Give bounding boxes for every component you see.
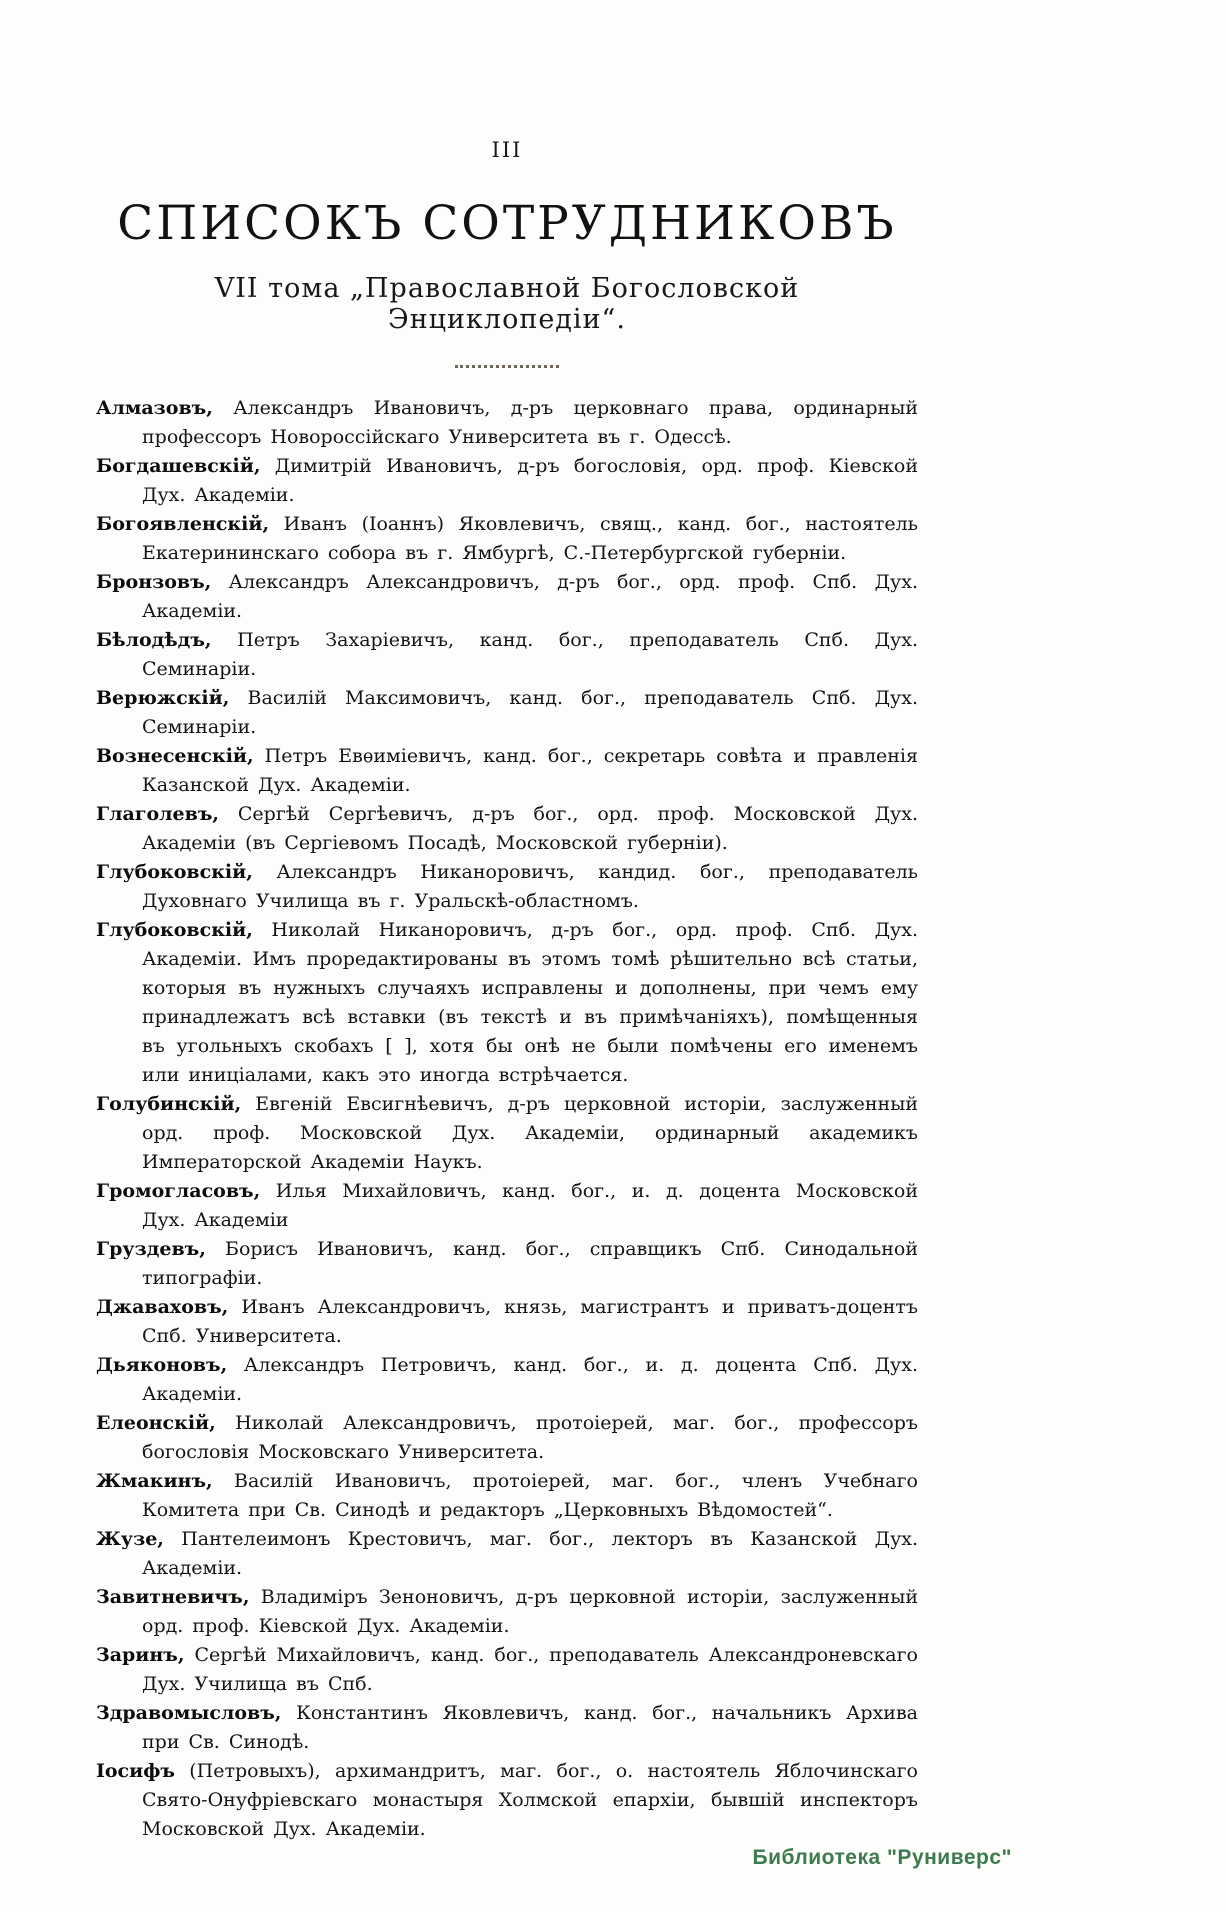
contributor-surname: Богдашевскій, bbox=[96, 455, 261, 477]
contributor-details: Димитрій Ивановичъ, д-ръ богословія, орд. проф. Кіевской Дух. Академіи. bbox=[142, 455, 918, 506]
contributor-entry bbox=[96, 1641, 918, 1699]
contributor-details: Сергѣй Сергѣевичъ, д-ръ бог., орд. проф. Московской Дух. Академіи (въ Сергіевомъ Посадѣ, Московской губерніи). bbox=[142, 803, 918, 854]
contributor-entry bbox=[96, 858, 918, 916]
contributor-details: Сергѣй Михайловичъ, канд. бог., преподаватель Александроневскаго Дух. Училища въ Спб. bbox=[142, 1644, 918, 1695]
contributor-surname: Елеонскій, bbox=[96, 1412, 216, 1434]
contributor-surname: Глубоковскій, bbox=[96, 919, 253, 941]
contributor-surname: Дьяконовъ, bbox=[96, 1354, 228, 1376]
contributor-details: Борисъ Ивановичъ, канд. бог., справщикъ Спб. Синодальной типографіи. bbox=[142, 1238, 918, 1289]
contributors-list bbox=[96, 394, 918, 1844]
contributor-details: Александръ Петровичъ, канд. бог., и. д. доцента Спб. Дух. Академіи. bbox=[142, 1354, 918, 1405]
ornamental-divider bbox=[455, 365, 559, 368]
contributor-surname: Жузе, bbox=[96, 1528, 164, 1550]
contributor-details: Евгеній Евсигнѣевичъ, д-ръ церковной исторіи, заслуженный орд. проф. Московской Дух. Академіи, ординарный академикъ Императорской Академіи Наукъ. bbox=[142, 1093, 918, 1173]
contributor-details: Иванъ (Іоаннъ) Яковлевичъ, свящ., канд. бог., настоятель Екатерининскаго собора въ г. Ямбургѣ, С.-Петербургской губерніи. bbox=[142, 513, 918, 564]
contributor-entry bbox=[96, 1467, 918, 1525]
contributor-entry bbox=[96, 1699, 918, 1757]
contributor-entry bbox=[96, 1235, 918, 1293]
contributor-entry bbox=[96, 1525, 918, 1583]
contributor-surname: Богоявленскій, bbox=[96, 513, 270, 535]
contributor-surname: Груздевъ, bbox=[96, 1238, 206, 1260]
contributor-details: Илья Михайловичъ, канд. бог., и. д. доцента Московской Дух. Академіи bbox=[142, 1180, 918, 1231]
contributor-entry bbox=[96, 1409, 918, 1467]
contributor-entry bbox=[96, 684, 918, 742]
contributor-surname: Глубоковскій, bbox=[96, 861, 253, 883]
contributor-surname: Бѣлодѣдъ, bbox=[96, 629, 212, 651]
contributor-details: Александръ Александровичъ, д-ръ бог., орд. проф. Спб. Дух. Академіи. bbox=[142, 571, 918, 622]
library-watermark: Библиотека "Руниверс" bbox=[752, 1846, 1012, 1869]
contributor-details: Петръ Захаріевичъ, канд. бог., преподаватель Спб. Дух. Семинаріи. bbox=[142, 629, 918, 680]
contributor-surname: Громогласовъ, bbox=[96, 1180, 261, 1202]
contributor-entry bbox=[96, 800, 918, 858]
contributor-details: Владиміръ Зеноновичъ, д-ръ церковной исторіи, заслуженный орд. проф. Кіевской Дух. Академіи. bbox=[142, 1586, 918, 1637]
contributor-entry bbox=[96, 1090, 918, 1177]
contributor-details: Николай Никаноровичъ, д-ръ бог., орд. проф. Спб. Дух. Академіи. Имъ проредактированы въ этомъ томѣ рѣшительно всѣ статьи, которыя въ нужныхъ случаяхъ исправлены и дополнены, при чемъ ему принадлежатъ всѣ вставки (въ текстѣ и въ примѣчаніяхъ), помѣщенныя въ угольныхъ скобахъ [ ], хотя бы онѣ не были помѣчены его именемъ или иниціалами, какъ это иногда встрѣчается. bbox=[142, 919, 918, 1086]
contributor-details: Иванъ Александровичъ, князь, магистрантъ и приватъ-доцентъ Спб. Университета. bbox=[142, 1296, 918, 1347]
contributor-entry bbox=[96, 394, 918, 452]
contributor-details: Петръ Евѳиміевичъ, канд. бог., секретарь совѣта и правленія Казанской Дух. Академіи. bbox=[142, 745, 918, 796]
contributor-details: Василій Ивановичъ, протоіерей, маг. бог., членъ Учебнаго Комитета при Св. Синодѣ и редакторъ „Церковныхъ Вѣдомостей“. bbox=[142, 1470, 918, 1521]
contributor-entry bbox=[96, 1757, 918, 1844]
contributor-surname: Бронзовъ, bbox=[96, 571, 212, 593]
contributor-entry bbox=[96, 742, 918, 800]
contributor-details: Николай Александровичъ, протоіерей, маг. бог., профессоръ богословія Московскаго Университета. bbox=[142, 1412, 918, 1463]
contributor-details: Александръ Никаноровичъ, кандид. бог., преподаватель Духовнаго Училища въ г. Уральскѣ-областномъ. bbox=[142, 861, 918, 912]
contributor-details: (Петровыхъ), архимандритъ, маг. бог., о. настоятель Яблочинскаго Свято-Онуфріевскаго монастыря Холмской епархіи, бывшій инспекторъ Московской Дух. Академіи. bbox=[142, 1760, 918, 1840]
page-number: III bbox=[491, 138, 523, 162]
contributor-entry bbox=[96, 510, 918, 568]
page-subtitle: VII тома „Православной Богословской Энциклопедіи“. bbox=[214, 273, 800, 335]
contributor-surname: Алмазовъ, bbox=[96, 397, 213, 419]
contributor-entry bbox=[96, 1293, 918, 1351]
page-title: СПИСОКЪ СОТРУДНИКОВЪ bbox=[117, 196, 897, 251]
contributor-surname: Іосифъ bbox=[96, 1760, 175, 1782]
contributor-entry bbox=[96, 1177, 918, 1235]
contributor-surname: Жмакинъ, bbox=[96, 1470, 213, 1492]
contributor-surname: Верюжскій, bbox=[96, 687, 230, 709]
contributor-entry bbox=[96, 1583, 918, 1641]
contributor-entry bbox=[96, 626, 918, 684]
contributor-details: Александръ Ивановичъ, д-ръ церковнаго права, ординарный профессоръ Новороссійскаго Университета въ г. Одессѣ. bbox=[142, 397, 918, 448]
contributor-surname: Вознесенскій, bbox=[96, 745, 254, 767]
contributor-entry bbox=[96, 568, 918, 626]
contributor-details: Константинъ Яковлевичъ, канд. бог., начальникъ Архива при Св. Синодѣ. bbox=[142, 1702, 918, 1753]
text-block bbox=[96, 0, 918, 1844]
contributor-surname: Здравомысловъ, bbox=[96, 1702, 282, 1724]
contributor-details: Василій Максимовичъ, канд. бог., преподаватель Спб. Дух. Семинаріи. bbox=[142, 687, 918, 738]
contributor-details: Пантелеимонъ Крестовичъ, маг. бог., лекторъ въ Казанской Дух. Академіи. bbox=[142, 1528, 918, 1579]
contributor-surname: Джаваховъ, bbox=[96, 1296, 229, 1318]
contributor-entry bbox=[96, 1351, 918, 1409]
contributor-surname: Заринъ, bbox=[96, 1644, 185, 1666]
contributor-entry bbox=[96, 916, 918, 1090]
contributor-surname: Голубинскій, bbox=[96, 1093, 242, 1115]
contributor-surname: Глаголевъ, bbox=[96, 803, 220, 825]
contributor-surname: Завитневичъ, bbox=[96, 1586, 250, 1608]
contributor-entry bbox=[96, 452, 918, 510]
